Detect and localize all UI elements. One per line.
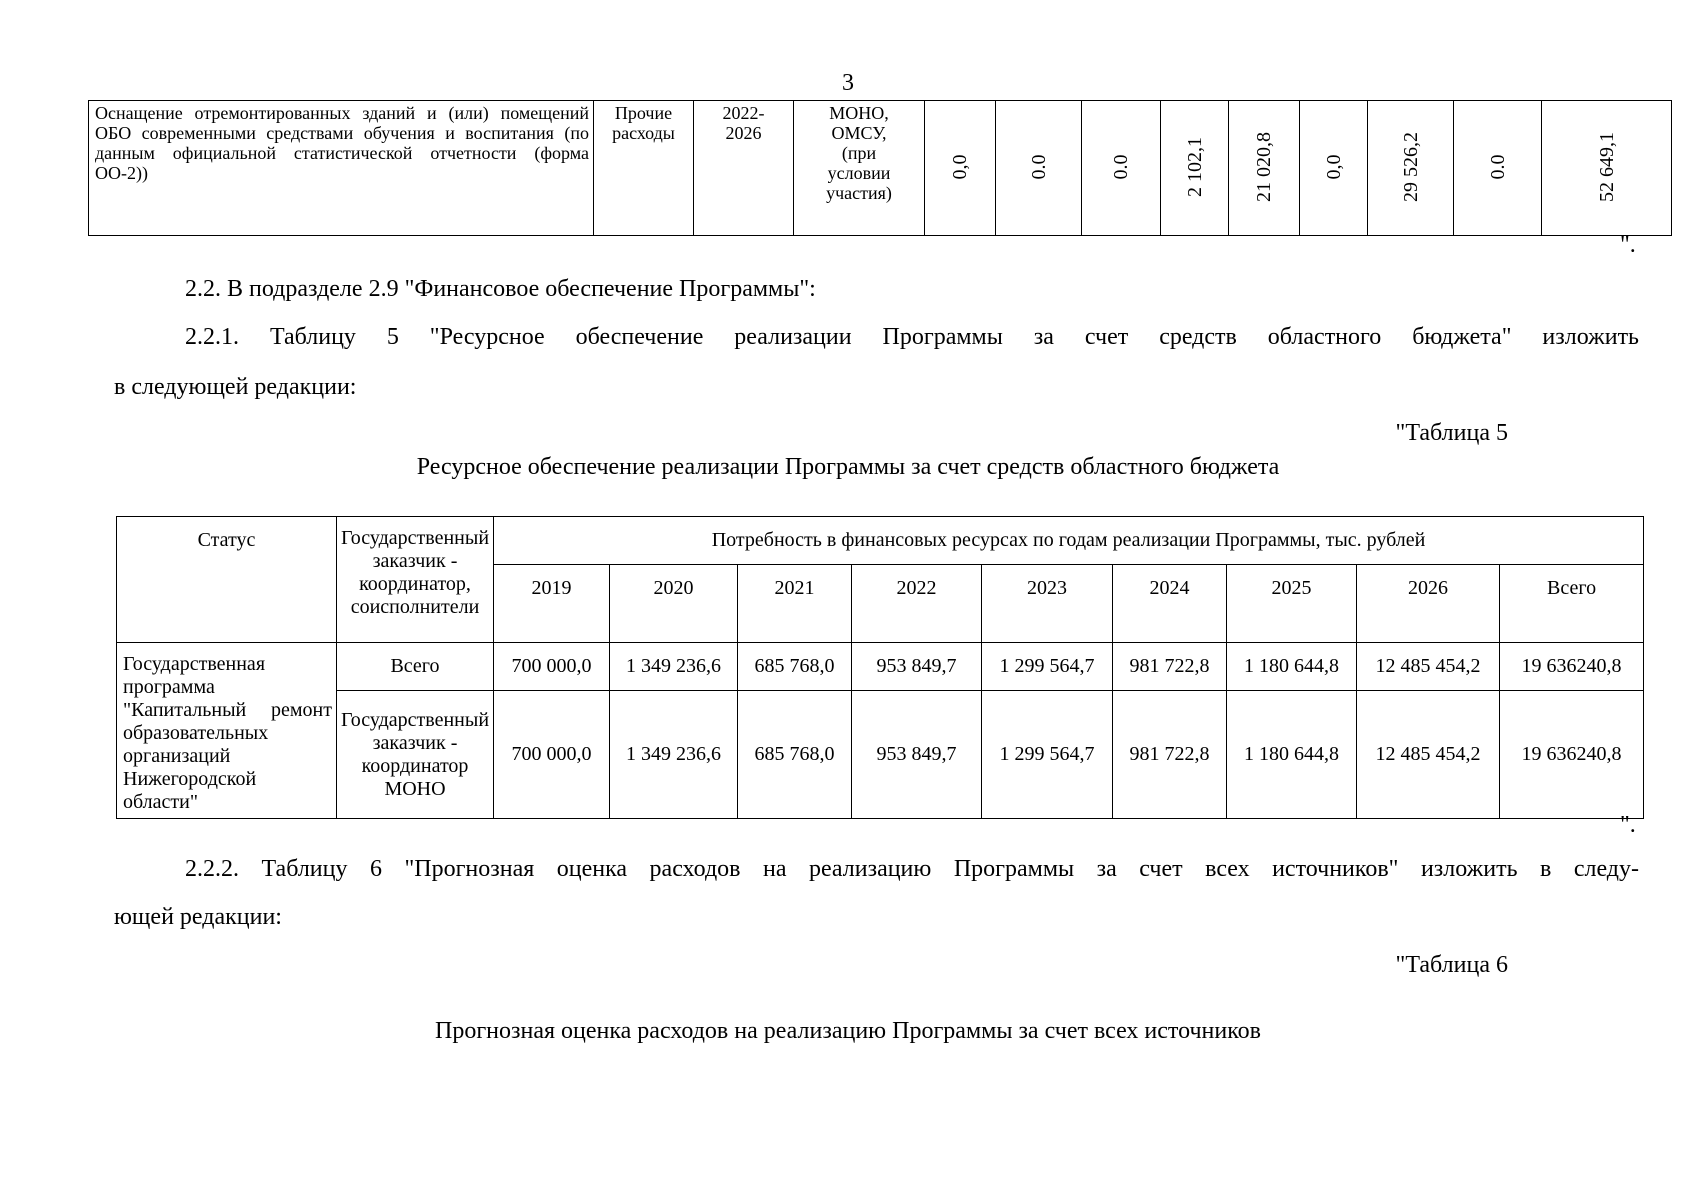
value-2019: 0,0 <box>949 154 971 180</box>
table6-label: "Таблица 6 <box>1395 952 1508 978</box>
value-cell: 700 000,0 <box>494 691 610 819</box>
table5-title: Ресурсное обеспечение реализации Программы за счет средств областного бюджета <box>416 454 1280 480</box>
year-total: Всего <box>1500 565 1644 643</box>
value-cell: 12 485 454,2 <box>1357 691 1500 819</box>
value-cell: 700 000,0 <box>494 643 610 691</box>
year-2020: 2020 <box>610 565 738 643</box>
header-customer: Государственный заказчик - координатор, соисполнители <box>340 527 490 618</box>
value-cell <box>1229 101 1300 236</box>
table6-title: Прогнозная оценка расходов на реализацию Программы за счет всех источников <box>434 1018 1262 1044</box>
value-2025: 29 526,2 <box>1399 132 1422 202</box>
year-2019: 2019 <box>494 565 610 643</box>
section-2-2-1-line1: 2.2.1. Таблицу 5 "Ресурсное обеспечение реализации Программы за счет средств областного бюджета" изложить <box>185 324 1639 350</box>
value-cell <box>996 101 1082 236</box>
value-cell: 1 180 644,8 <box>1227 691 1357 819</box>
description-cell: Оснащение отремонтированных зданий и (или) помещений ОБО современными средствами обучения и воспитания (по данным официальной статистической отчетности (форма ОО-2)) <box>89 101 594 236</box>
table5-label: "Таблица 5 <box>1395 420 1508 446</box>
year-2025: 2025 <box>1227 565 1357 643</box>
value-cell: 1 299 564,7 <box>982 691 1113 819</box>
value-cell: 12 485 454,2 <box>1357 643 1500 691</box>
table-header-row <box>117 517 1644 565</box>
value-cell: 19 636240,8 <box>1500 643 1644 691</box>
value-cell: 953 849,7 <box>852 691 982 819</box>
value-2022: 2 102,1 <box>1183 137 1206 197</box>
period-cell <box>694 101 794 236</box>
header-needs: Потребность в финансовых ресурсах по годам реализации Программы, тыс. рублей <box>494 517 1644 565</box>
section-2-2-1-line2: в следующей редакции: <box>114 374 357 400</box>
value-cell <box>1082 101 1161 236</box>
value-2020: 0.0 <box>1027 154 1050 180</box>
value-2024: 0,0 <box>1322 154 1345 180</box>
period: 2022-2026 <box>722 103 765 143</box>
header-status: Статус <box>117 517 337 643</box>
year-2024: 2024 <box>1113 565 1227 643</box>
value-cell: 685 768,0 <box>738 643 852 691</box>
table-row <box>117 691 1644 819</box>
value-cell <box>1161 101 1229 236</box>
table-row <box>117 643 1644 691</box>
resource-table <box>116 516 1644 819</box>
value-cell <box>925 101 996 236</box>
value-cell: 1 180 644,8 <box>1227 643 1357 691</box>
quote-close: ". <box>1620 232 1636 258</box>
page-number: 3 <box>842 70 854 96</box>
year-2021: 2021 <box>738 565 852 643</box>
expense-type-cell <box>594 101 694 236</box>
value-cell: 1 349 236,6 <box>610 643 738 691</box>
year-2022: 2022 <box>852 565 982 643</box>
year-2023: 2023 <box>982 565 1113 643</box>
value-cell: 953 849,7 <box>852 643 982 691</box>
header-customer-cell <box>337 517 494 643</box>
value-cell: 1 299 564,7 <box>982 643 1113 691</box>
customer-cell <box>337 691 494 819</box>
value-2026: 0.0 <box>1486 154 1509 180</box>
section-2-2-2-line1: 2.2.2. Таблицу 6 "Прогнозная оценка расходов на реализацию Программы за счет всех источников" изложить в следу- <box>185 856 1639 882</box>
status: Государственная программа "Капитальный ремонт образовательных организаций Нижегородской области" <box>123 653 332 813</box>
value-2021: 0.0 <box>1110 154 1132 180</box>
value-cell: 1 349 236,6 <box>610 691 738 819</box>
year-2026: 2026 <box>1357 565 1500 643</box>
section-2-2: 2.2. В подразделе 2.9 "Финансовое обеспечение Программы": <box>185 276 816 302</box>
value-2023: 21 020,8 <box>1253 132 1275 202</box>
value-total: 52 649,1 <box>1595 132 1618 202</box>
continuation-table <box>88 100 1672 236</box>
quote-close-2: ". <box>1620 812 1636 838</box>
expense-type: Прочие расходы <box>612 103 675 143</box>
value-cell: 19 636240,8 <box>1500 691 1644 819</box>
value-cell <box>1368 101 1454 236</box>
value-cell: 981 722,8 <box>1113 643 1227 691</box>
status-cell <box>117 643 337 819</box>
customer: Государственный заказчик - координатор МОНО <box>340 708 490 800</box>
value-cell <box>1542 101 1672 236</box>
value-cell: 685 768,0 <box>738 691 852 819</box>
value-cell <box>1300 101 1368 236</box>
value-cell: 981 722,8 <box>1113 691 1227 819</box>
table-row <box>89 101 1672 236</box>
section-2-2-2-line2: ющей редакции: <box>114 904 282 930</box>
executor-cell <box>794 101 925 236</box>
executor: МОНО, ОМСУ, (при условии участия) <box>826 103 892 203</box>
value-cell <box>1454 101 1542 236</box>
customer: Всего <box>337 643 494 691</box>
